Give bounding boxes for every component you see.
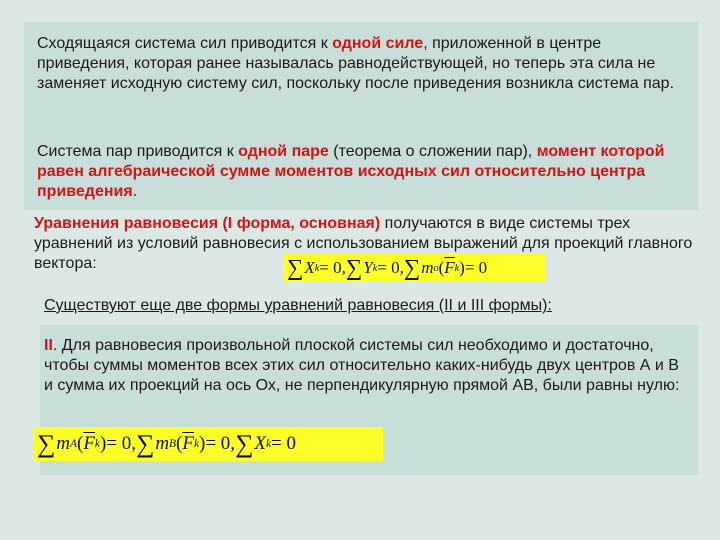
sum-symbol: ∑ bbox=[136, 429, 155, 458]
paragraph-other-forms: Существуют еще две формы уравнений равновесия (II и III формы): bbox=[44, 297, 552, 314]
var: $\overline{F}$ bbox=[444, 258, 455, 277]
sub: k bbox=[94, 438, 100, 450]
sub: k bbox=[193, 438, 200, 450]
sum-symbol: ∑ bbox=[235, 429, 254, 458]
sub: B bbox=[169, 438, 177, 450]
eq: = 0 bbox=[271, 433, 296, 454]
highlight-text: момент которой равен алгебраической сумме моментов исходных сил относительно центра приведения bbox=[37, 143, 665, 200]
text: Сходящаяся система сил приводится к bbox=[37, 35, 333, 52]
sum-symbol: ∑ bbox=[403, 255, 421, 280]
text: . Для равновесия произвольной плоской системы сил необходимо и достаточно, чтобы суммы моментов всех этих сил относительно каких-нибудь двух центров А и В и сумма их проекций на ось Ох, не перпендикулярную прямой АВ, были равны нулю: bbox=[44, 337, 680, 394]
sub: o bbox=[433, 262, 439, 274]
var: m bbox=[155, 433, 170, 454]
paragraph-converging-forces bbox=[37, 34, 687, 94]
text: , приложенной в центре приведения, которая ранее называлась равнодействующей, но теперь эта сила не заменяет исходную систему сил, поскольку после приведения возникла система пар. bbox=[37, 35, 675, 92]
paragraph-form2 bbox=[44, 336, 684, 396]
var: Y bbox=[363, 258, 373, 277]
highlight-text: ) bbox=[374, 215, 381, 232]
text: Система пар приводится к bbox=[37, 143, 239, 160]
var: m bbox=[56, 433, 71, 454]
eq: = 0, bbox=[319, 258, 346, 277]
text: . bbox=[132, 183, 138, 200]
highlight-text: II bbox=[44, 337, 53, 354]
equilibrium-formula-form2: ∑ m A ( $\overline{F}$ k ) = 0, ∑ m B ( $\overline{F}$ k ) = 0, ∑ X k = 0 bbox=[33, 427, 383, 461]
highlight-text: основная bbox=[299, 215, 375, 232]
sum-symbol: ∑ bbox=[287, 255, 304, 280]
highlight-text: Уравнения равновесия (I форма, bbox=[34, 215, 300, 232]
highlight-text: одной силе bbox=[332, 35, 424, 52]
sum-symbol: ∑ bbox=[345, 255, 363, 280]
equilibrium-formula-form1: ∑ X k = 0, ∑ Y k = 0, ∑ m o ( $\overline{F}$ k ) = 0 bbox=[283, 254, 545, 282]
eq: = 0, bbox=[106, 433, 137, 454]
text: (теорема о сложении пар), bbox=[328, 143, 537, 160]
sub: k bbox=[372, 262, 378, 274]
eq: = 0, bbox=[377, 258, 404, 277]
highlight-text: одной паре bbox=[238, 143, 329, 160]
eq: = 0 bbox=[464, 258, 488, 277]
sum-symbol: ∑ bbox=[37, 429, 56, 458]
sub: k bbox=[454, 262, 460, 274]
var: $\overline{F}$ bbox=[83, 433, 95, 454]
text: получаются в виде системы трех уравнений из условий равновесия с использованием выражений для проекций главного вектора: bbox=[34, 215, 693, 272]
var: $\overline{F}$ bbox=[182, 433, 194, 454]
sub: k bbox=[265, 438, 272, 450]
eq: = 0, bbox=[205, 433, 236, 454]
var: X bbox=[254, 433, 266, 454]
sub: A bbox=[70, 438, 77, 450]
sub: k bbox=[314, 262, 320, 274]
var: m bbox=[421, 258, 434, 277]
var: X bbox=[304, 258, 315, 277]
paragraph-couples bbox=[37, 142, 687, 202]
